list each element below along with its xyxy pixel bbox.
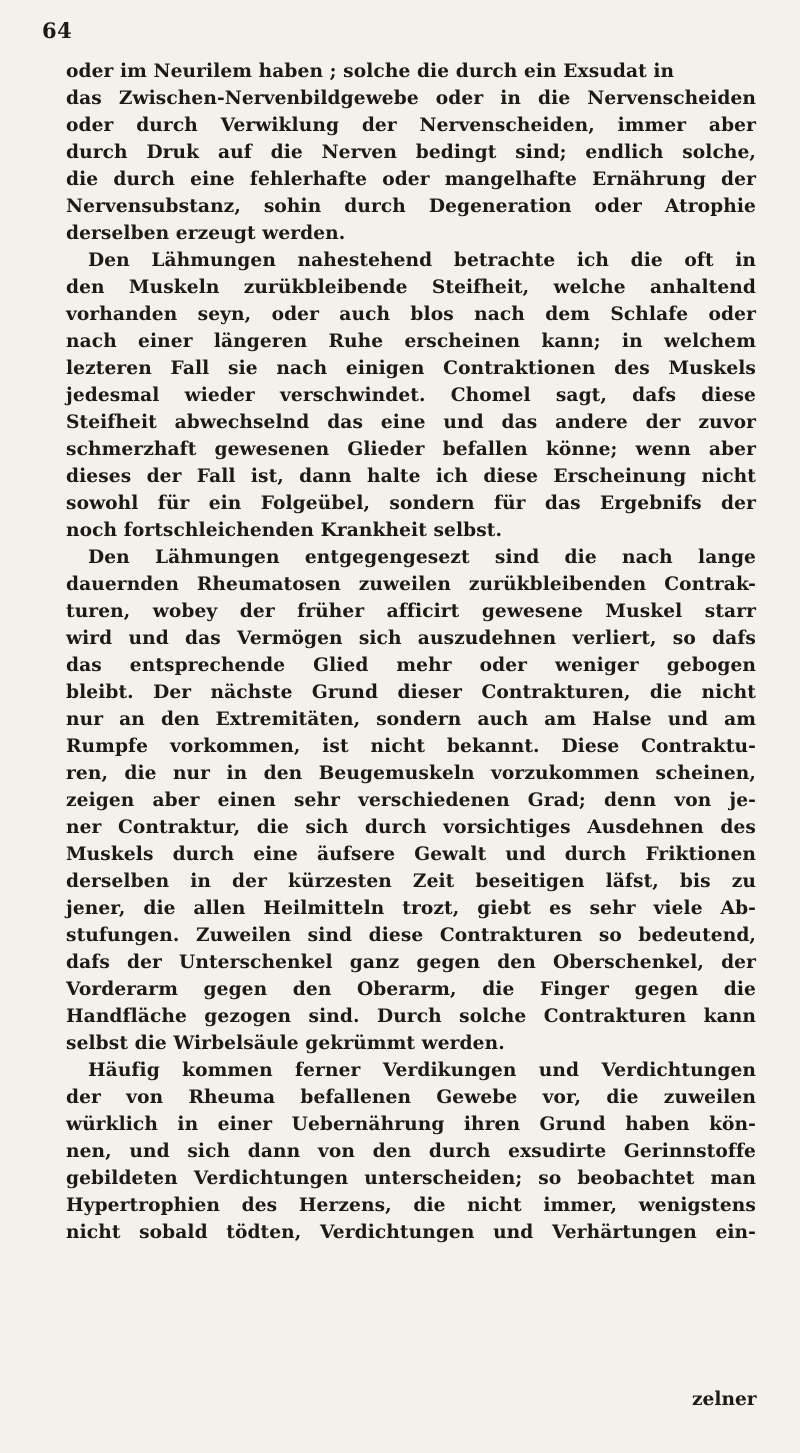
text-line: oder im Neurilem haben ; solche die durch ein Exsudat in [66,61,675,82]
catchword: zelner [692,1389,757,1410]
text-line: Rumpfe vorkommen, ist nicht bekannt. Diese Contraktu- [66,736,756,757]
text-line: lezteren Fall sie nach einigen Contraktionen des Muskels [66,358,756,379]
text-line: durch Druk auf die Nerven bedingt sind; endlich solche, [66,142,756,163]
text-line: ren, die nur in den Beugemuskeln vorzukommen scheinen, [66,763,756,784]
text-line: jedesmal wieder verschwindet. Chomel sagt, dafs diese [66,385,756,406]
text-line: den Muskeln zurükbleibende Steifheit, welche anhaltend [66,277,756,298]
text-line: stufungen. Zuweilen sind diese Contrakturen so bedeutend, [66,925,756,946]
text-line: dieses der Fall ist, dann halte ich diese Erscheinung nicht [66,466,756,487]
text-line: Muskels durch eine äufsere Gewalt und durch Friktionen [66,844,756,865]
text-line: das entsprechende Glied mehr oder weniger gebogen [66,655,756,676]
text-line: dauernden Rheumatosen zuweilen zurükbleibenden Contrak- [66,574,756,595]
text-line: Nervensubstanz, sohin durch Degeneration oder Atrophie [66,196,756,217]
text-line: nur an den Extremitäten, sondern auch am Halse und am [66,709,756,730]
text-line: Häufig kommen ferner Verdikungen und Verdichtungen [88,1060,756,1081]
text-line: noch fortschleichenden Krankheit selbst. [66,520,503,541]
text-line: nicht sobald tödten, Verdichtungen und Verhärtungen ein- [66,1222,756,1243]
text-line: Hypertrophien des Herzens, die nicht immer, wenigstens [66,1195,756,1216]
text-line: würklich in einer Uebernährung ihren Grund haben kön- [66,1114,756,1135]
text-line: selbst die Wirbelsäule gekrümmt werden. [66,1033,505,1054]
text-line: sowohl für ein Folgeübel, sondern für das Ergebnifs der [66,493,756,514]
text-line: bleibt. Der nächste Grund dieser Contrakturen, die nicht [66,682,756,703]
text-line: Vorderarm gegen den Oberarm, die Finger gegen die [66,979,756,1000]
text-line: zeigen aber einen sehr verschiedenen Grad; denn von je- [66,790,756,811]
text-line: derselben in der kürzesten Zeit beseitigen läfst, bis zu [66,871,756,892]
text-line: der von Rheuma befallenen Gewebe vor, die zuweilen [66,1087,756,1108]
text-line: wird und das Vermögen sich auszudehnen verliert, so dafs [66,628,756,649]
text-line: Steifheit abwechselnd das eine und das andere der zuvor [66,412,756,433]
text-line: ner Contraktur, die sich durch vorsichtiges Ausdehnen des [66,817,756,838]
text-line: nen, und sich dann von den durch exsudirte Gerinnstoffe [66,1141,756,1162]
text-line: gebildeten Verdichtungen unterscheiden; so beobachtet man [66,1168,756,1189]
text-line: dafs der Unterschenkel ganz gegen den Oberschenkel, der [66,952,756,973]
text-line: Den Lähmungen entgegengesezt sind die nach lange [88,547,756,568]
text-line: turen, wobey der früher afficirt gewesene Muskel starr [66,601,756,622]
text-line: Den Lähmungen nahestehend betrachte ich die oft in [88,250,756,271]
text-line: Handfläche gezogen sind. Durch solche Contrakturen kann [66,1006,756,1027]
page-number: 64 [42,18,73,43]
text-line: jener, die allen Heilmitteln trozt, giebt es sehr viele Ab- [66,898,756,919]
body-text [66,58,756,1246]
text-line: vorhanden seyn, oder auch blos nach dem Schlafe oder [66,304,756,325]
text-line: derselben erzeugt werden. [66,223,346,244]
text-line: die durch eine fehlerhafte oder mangelhafte Ernährung der [66,169,756,190]
text-line: oder durch Verwiklung der Nervenscheiden, immer aber [66,115,756,136]
text-line: schmerzhaft gewesenen Glieder befallen könne; wenn aber [66,439,756,460]
text-line: nach einer längeren Ruhe erscheinen kann; in welchem [66,331,756,352]
text-line: das Zwischen-Nervenbildgewebe oder in die Nervenscheiden [66,88,756,109]
